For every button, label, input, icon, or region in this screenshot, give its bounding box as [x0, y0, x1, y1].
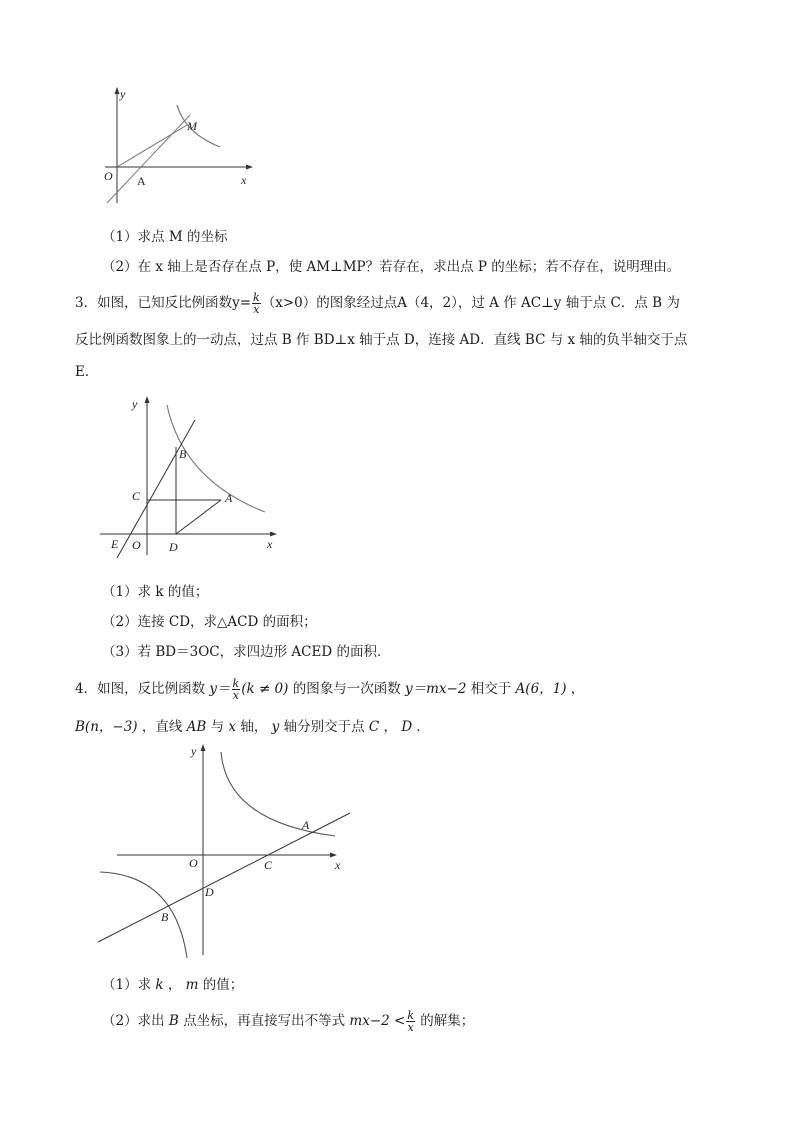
p3-question-3: （3）若 BD＝3OC，求四边形 ACED 的面积． [102, 644, 391, 660]
fig2-c-label: C [132, 489, 141, 503]
fig3-a-label: A [302, 818, 310, 832]
figure-1 [95, 85, 260, 210]
p4-q2-frac-num: k [407, 1009, 414, 1022]
p3-line-3: E． [75, 364, 99, 380]
fig2-y-label: y [132, 397, 138, 411]
p4-frac-den: x [232, 689, 239, 702]
p4-line-1 [75, 678, 584, 701]
p4-q2-c: 的解集； [416, 1013, 475, 1029]
p4-line1-b: 的图象与一次函数 [288, 681, 405, 697]
p4-q2-fraction [406, 1010, 415, 1033]
fig2-x-label: x [267, 537, 273, 551]
fig3-y-label: y [191, 744, 197, 758]
p2-question-1: （1）求点 M 的坐标 [102, 229, 228, 245]
p4-line2-e: 轴分别交于点 [279, 719, 369, 735]
p4-q1-a: （1）求 [102, 977, 156, 993]
p4-c: C [368, 719, 380, 735]
fig3-x-label: x [335, 858, 341, 872]
p4-frac-num: k [232, 677, 240, 690]
p4-x: x [228, 719, 237, 735]
fig3-c-label: C [264, 858, 273, 872]
fig1-x-label: x [241, 173, 247, 187]
p4-q2-b-point: B [168, 1013, 179, 1029]
p4-line-2 [75, 717, 430, 737]
p3-line1-a: 3．如图，已知反比例函数y= [75, 295, 252, 311]
fig2-b-label: B [179, 447, 187, 461]
fig2-o-label: O [132, 538, 141, 552]
fig1-a-label: A [137, 174, 146, 188]
p4-question-1 [102, 975, 243, 995]
p4-y-eq: y＝ [209, 681, 231, 697]
p3-question-1: （1）求 k 的值； [102, 584, 209, 600]
fig3-d-label: D [205, 885, 214, 899]
p4-y: y [271, 719, 280, 735]
p4-q1-m: m [185, 977, 199, 993]
p4-line2-f: ， [379, 719, 402, 735]
p4-d: D [401, 719, 413, 735]
fig3-o-label: O [189, 856, 198, 870]
fig2-d-label: D [169, 540, 178, 554]
p4-question-2 [102, 1010, 474, 1033]
fig1-o-label: O [104, 169, 113, 183]
p4-q1-k: k [155, 977, 164, 993]
p4-line2-g: ． [412, 719, 430, 735]
p4-q1-c: 的值； [198, 977, 244, 993]
p4-q2-ineq: mx−2 < [349, 1013, 406, 1029]
p3-line1-b: （x>0）的图象经过点A（4，2），过 A 作 AC⊥y 轴于点 C．点 B 为 [261, 295, 680, 311]
figure-2 [95, 390, 285, 560]
fig3-b-label: B [161, 910, 169, 924]
fig2-e-label: E [111, 537, 119, 551]
p4-line1-a: 4．如图，反比例函数 [75, 681, 210, 697]
p4-line1-c: 相交于 [466, 681, 516, 697]
p3-question-2: （2）连接 CD，求△ACD 的面积； [102, 614, 317, 630]
p4-cond: (k ≠ 0) [241, 681, 289, 697]
p4-line2-d: 轴， [236, 719, 272, 735]
p4-ab: AB [186, 719, 207, 735]
p4-q2-a: （2）求出 [102, 1013, 169, 1029]
p4-line2-c: 与 [206, 719, 229, 735]
p4-line1-d: ， [566, 681, 585, 697]
p3-line-2: 反比例函数图象上的一动点，过点 B 作 BD⊥x 轴于点 D，连接 AD．直线 BC 与 x 轴的负半轴交于点 [75, 332, 688, 348]
p3-frac-num: k [253, 291, 260, 304]
figure-3 [95, 740, 360, 960]
p2-question-2: （2）在 x 轴上是否存在点 P，使 AM⊥MP？若存在，求出点 P 的坐标；若不存在，说明理由。 [102, 259, 681, 275]
p4-q2-frac-den: x [407, 1021, 414, 1034]
p4-q1-b: ， [163, 977, 186, 993]
p4-q2-b: 点坐标，再直接写出不等式 [178, 1013, 350, 1029]
p4-point-b: B(n，−3) [75, 719, 138, 735]
p4-line2-b: ，直线 [137, 719, 187, 735]
p4-point-a: A(6，1) [515, 681, 567, 697]
p4-linear: y＝mx−2 [405, 681, 467, 697]
p3-frac-den: x [253, 303, 260, 316]
p4-fraction [232, 678, 241, 701]
fig1-m-label: M [187, 119, 197, 133]
p3-line-1 [75, 292, 680, 315]
p3-fraction [252, 292, 261, 315]
fig2-a-label: A [225, 491, 233, 505]
fig1-y-label: y [120, 87, 126, 101]
